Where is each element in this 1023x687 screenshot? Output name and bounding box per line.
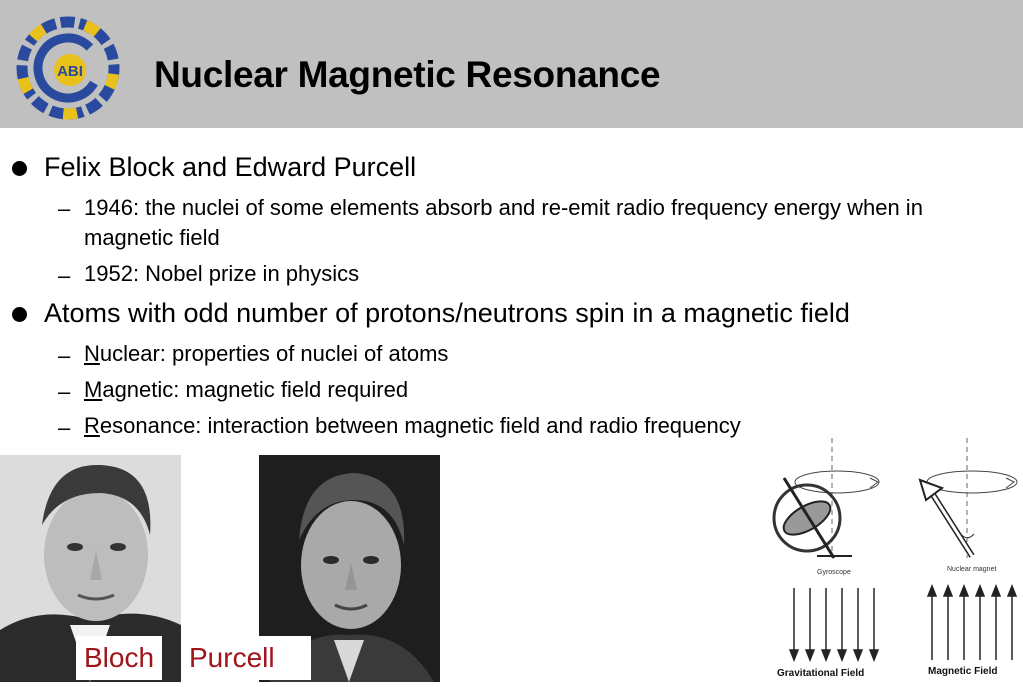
dash-marker: – <box>58 196 71 221</box>
gyroscope-label: Gyroscope <box>817 569 851 576</box>
page-title: Nuclear Magnetic Resonance <box>154 54 661 95</box>
initial-letter: N <box>84 341 100 366</box>
initial-letter: R <box>84 413 100 438</box>
bullet-2-text: Atoms with odd number of protons/neutrons spin in a magnetic field <box>44 298 850 328</box>
magnetic-field-label: Magnetic Field <box>928 666 998 677</box>
sub-bullet-magnetic <box>84 375 984 405</box>
purcell-caption: Purcell <box>181 636 311 680</box>
abi-logo-icon <box>14 14 122 122</box>
sub-bullet-1946: 1946: the nuclei of some elements absorb and re-emit radio frequency energy when in magnetic field <box>84 195 923 250</box>
bloch-caption: Bloch <box>76 636 162 680</box>
bullet-dot <box>12 161 27 176</box>
bloch-photo <box>0 455 181 682</box>
precession-diagram <box>762 438 1023 682</box>
sub-bullet-rest: uclear: properties of nuclei of atoms <box>99 341 449 366</box>
dash-marker: – <box>58 263 71 288</box>
sub-bullet-rest: esonance: interaction between magnetic field and radio frequency <box>99 413 741 438</box>
dash-marker: – <box>58 343 71 368</box>
sub-bullet-1952: 1952: Nobel prize in physics <box>84 261 360 286</box>
logo-text: ABI <box>57 63 83 80</box>
sub-bullet-rest: agnetic: magnetic field required <box>102 377 409 402</box>
title-bar <box>0 0 1023 128</box>
dash-marker: – <box>58 415 71 440</box>
sub-bullet-resonance <box>84 411 984 441</box>
initial-letter: M <box>84 377 103 402</box>
sub-bullet-nuclear <box>84 339 984 369</box>
nuclear-magnet-label: Nuclear magnet <box>947 566 997 573</box>
bullet-dot <box>12 307 27 322</box>
dash-marker: – <box>58 379 71 404</box>
gravitational-field-label: Gravitational Field <box>777 668 865 679</box>
bullet-1-text: Felix Block and Edward Purcell <box>44 152 417 182</box>
